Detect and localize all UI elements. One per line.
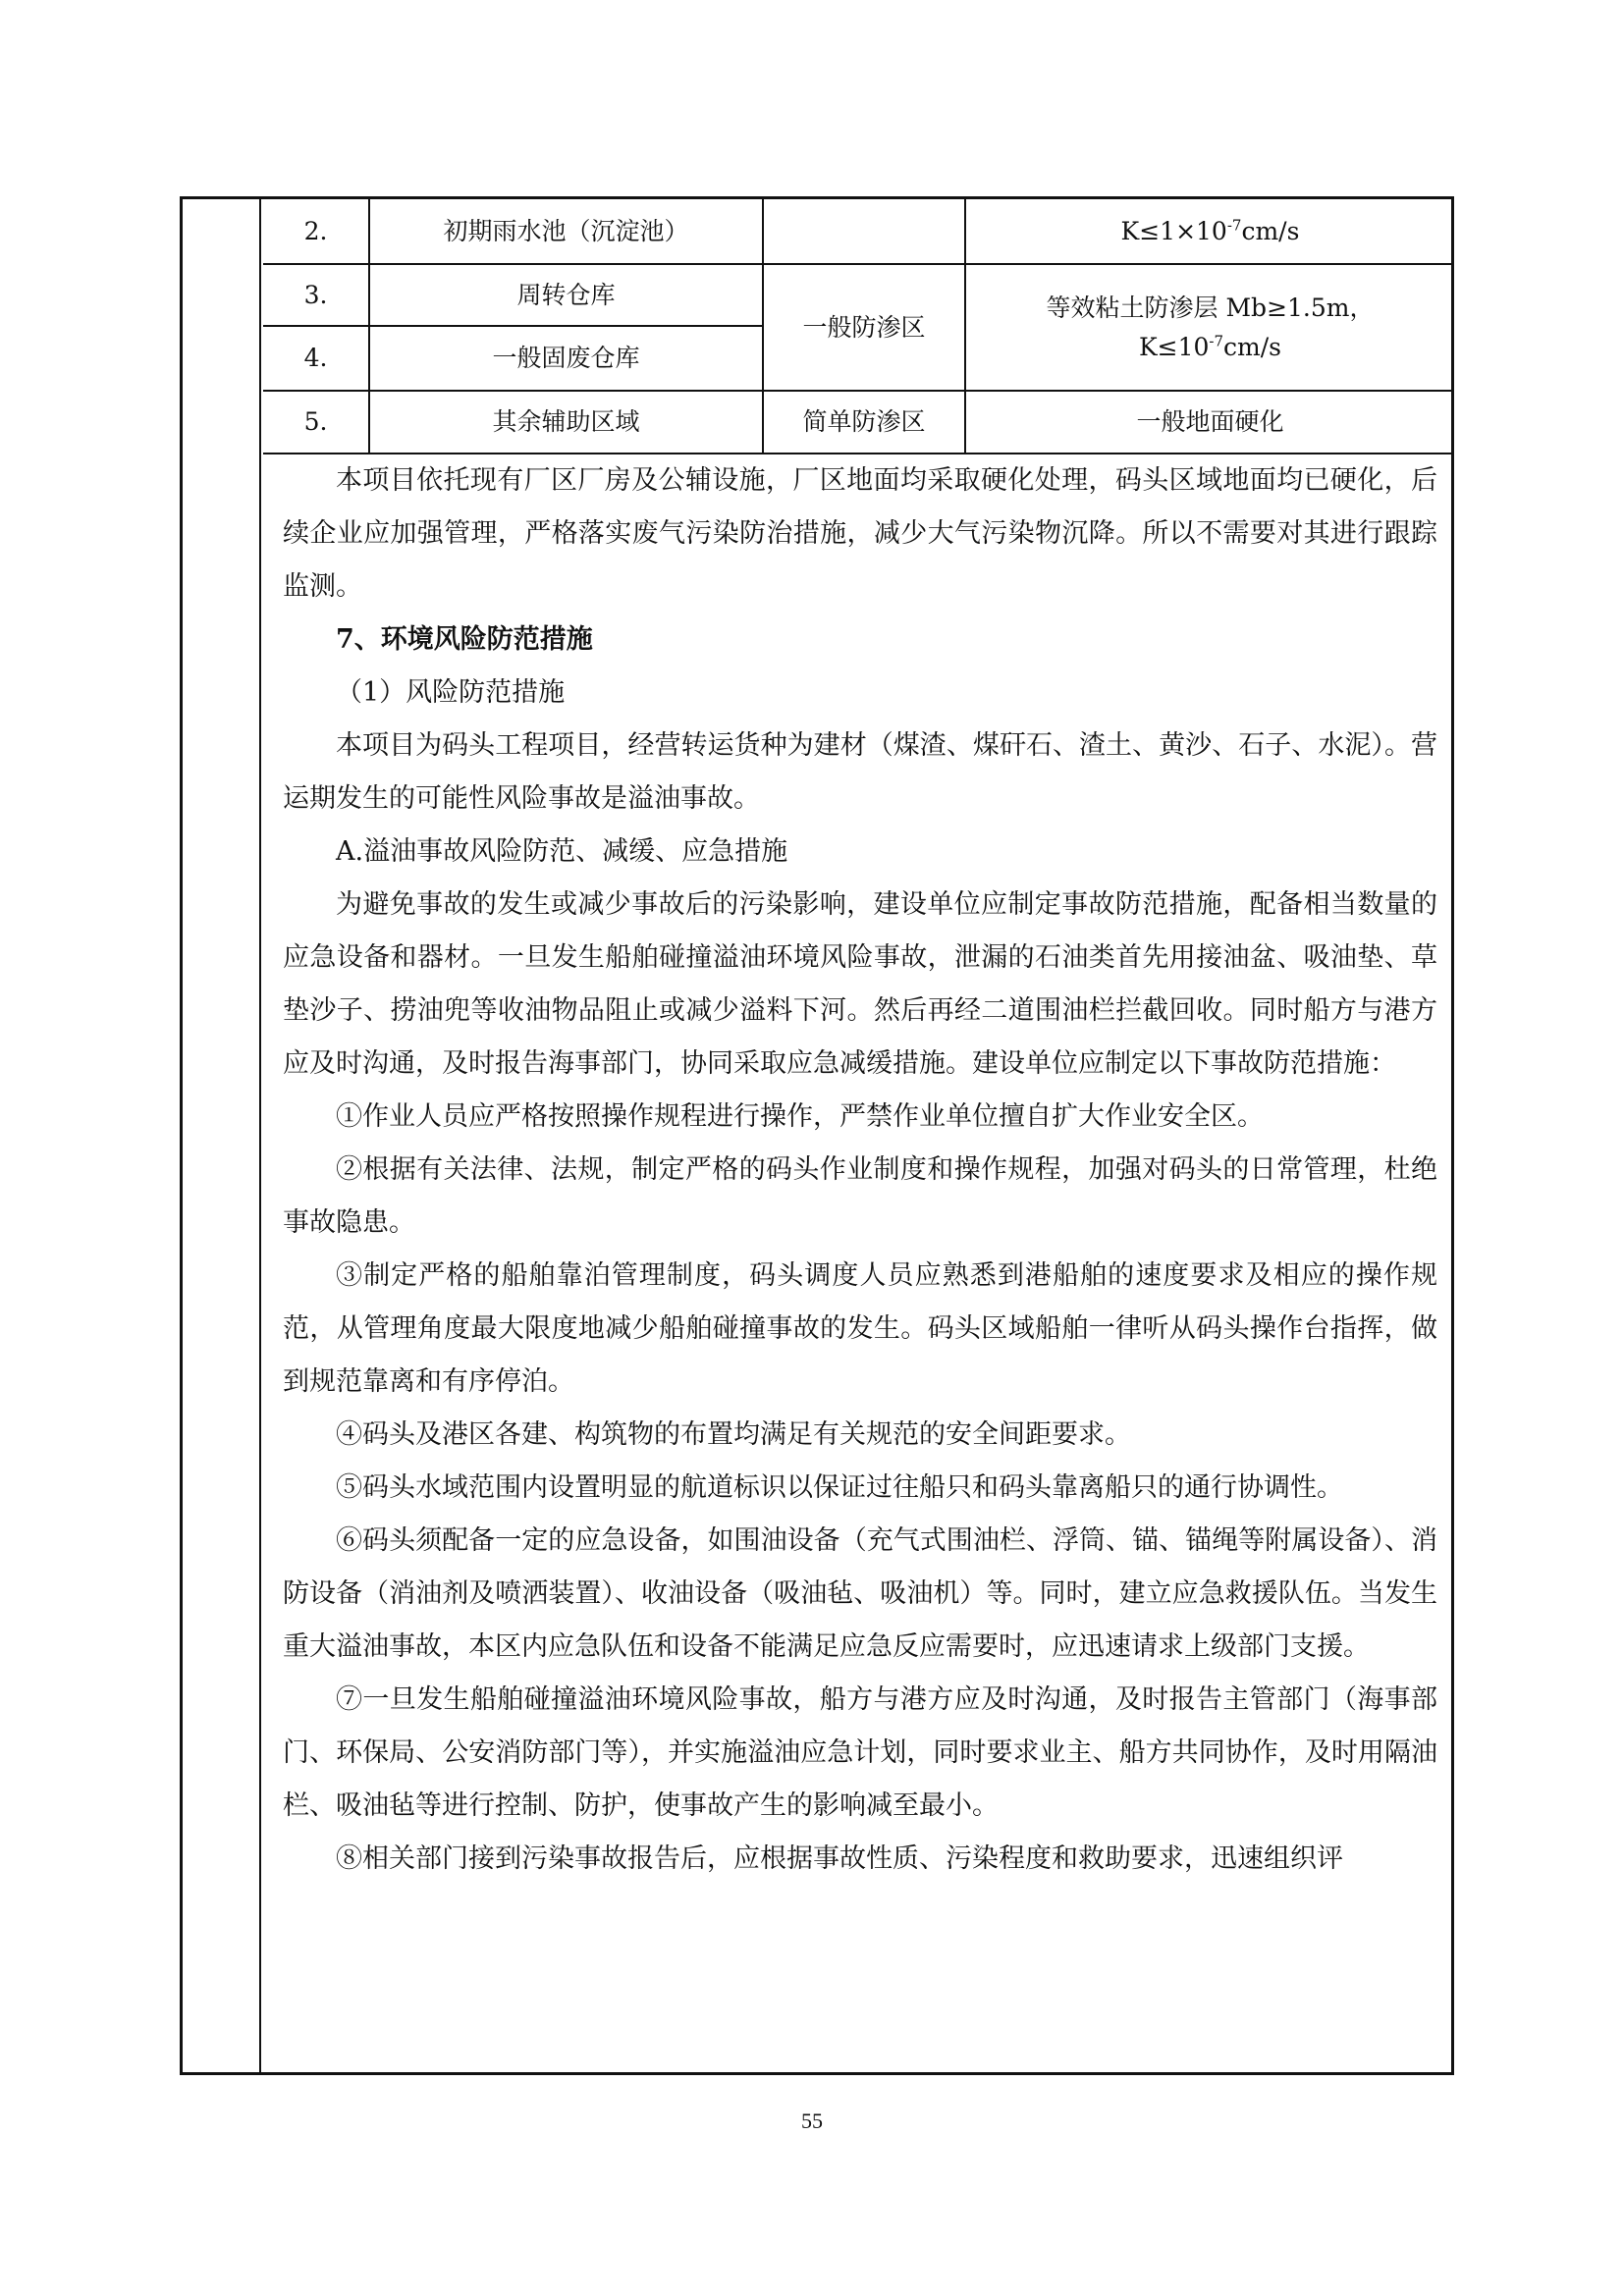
requirement: 一般地面硬化 (965, 391, 1454, 454)
table-row (263, 391, 1454, 454)
requirement-line: 等效粘土防渗层 Mb≥1.5m， (1046, 293, 1375, 322)
list-item: ⑤码头水域范围内设置明显的航道标识以保证过往船只和码头靠离船只的通行协调性。 (336, 1472, 1343, 1503)
left-label-column (183, 199, 261, 2072)
body-text (263, 454, 1451, 1886)
row-number: 5. (263, 391, 369, 454)
requirement (965, 264, 1454, 391)
list-item: ⑥码头须配备一定的应急设备，如围油设备（充气式围油栏、浮筒、锚、锚绳等附属设备）、消防设备（消油剂及喷洒装置）、收油设备（吸油毡、吸油机）等。同时，建立应急救援队伍。当发生重大溢油事故，本区内应急队伍和设备不能满足应急反应需要时，应迅速请求上级部门支援。 (283, 1525, 1437, 1662)
seepage-prevention-table (263, 199, 1454, 454)
zone-type (763, 199, 965, 264)
section-heading: 7、环境风险防范措施 (336, 624, 593, 655)
zone-type: 简单防渗区 (763, 391, 965, 454)
list-item: ④码头及港区各建、构筑物的布置均满足有关规范的安全间距要求。 (336, 1419, 1131, 1450)
list-item: ①作业人员应严格按照操作规程进行操作，严禁作业单位擅自扩大作业安全区。 (336, 1101, 1264, 1132)
subheading: A.溢油事故风险防范、减缓、应急措施 (336, 836, 788, 867)
row-number: 4. (263, 326, 369, 391)
zone-type: 一般防渗区 (763, 264, 965, 391)
area-name: 一般固废仓库 (369, 326, 763, 391)
paragraph: 为避免事故的发生或减少事故后的污染影响，建设单位应制定事故防范措施，配备相当数量的应急设备和器材。一旦发生船舶碰撞溢油环境风险事故，泄漏的石油类首先用接油盆、吸油垫、草垫沙子、捞油兜等收油物品阻止或减少溢料下河。然后再经二道围油栏拦截回收。同时船方与港方应及时沟通，及时报告海事部门，协同采取应急减缓措施。建设单位应制定以下事故防范措施： (283, 889, 1437, 1079)
table-row (263, 199, 1454, 264)
paragraph: 本项目依托现有厂区厂房及公辅设施，厂区地面均采取硬化处理，码头区域地面均已硬化，后续企业应加强管理，严格落实废气污染防治措施，减少大气污染物沉降。所以不需要对其进行跟踪监测。 (283, 465, 1437, 602)
list-item: ③制定严格的船舶靠泊管理制度，码头调度人员应熟悉到港船舶的速度要求及相应的操作规范，从管理角度最大限度地减少船舶碰撞事故的发生。码头区域船舶一律听从码头操作台指挥，做到规范靠离和有序停泊。 (283, 1260, 1437, 1397)
area-name: 初期雨水池（沉淀池） (369, 199, 763, 264)
requirement: $K\le 1\times 10^{-7}cm/s$ (965, 199, 1454, 264)
page-number: 55 (801, 2109, 823, 2133)
area-name: 周转仓库 (369, 264, 763, 326)
list-item: ②根据有关法律、法规，制定严格的码头作业制度和操作规程，加强对码头的日常管理，杜绝事故隐患。 (283, 1154, 1437, 1238)
requirement-line: $K\le 10^{-7}cm/s$ (1138, 332, 1282, 361)
row-number: 3. (263, 264, 369, 326)
list-item: ⑧相关部门接到污染事故报告后，应根据事故性质、污染程度和救助要求，迅速组织评 (336, 1843, 1343, 1874)
area-name: 其余辅助区域 (369, 391, 763, 454)
paragraph: 本项目为码头工程项目，经营转运货种为建材（煤渣、煤矸石、渣土、黄沙、石子、水泥）。营运期发生的可能性风险事故是溢油事故。 (283, 730, 1437, 814)
subheading: （1）风险防范措施 (336, 677, 566, 708)
table-row (263, 264, 1454, 326)
content-area (263, 199, 1451, 2072)
list-item: ⑦一旦发生船舶碰撞溢油环境风险事故，船方与港方应及时沟通，及时报告主管部门（海事部门、环保局、公安消防部门等），并实施溢油应急计划，同时要求业主、船方共同协作，及时用隔油栏、吸油毡等进行控制、防护，使事故产生的影响减至最小。 (283, 1684, 1437, 1821)
report-frame (180, 196, 1454, 2075)
row-number: 2. (263, 199, 369, 264)
